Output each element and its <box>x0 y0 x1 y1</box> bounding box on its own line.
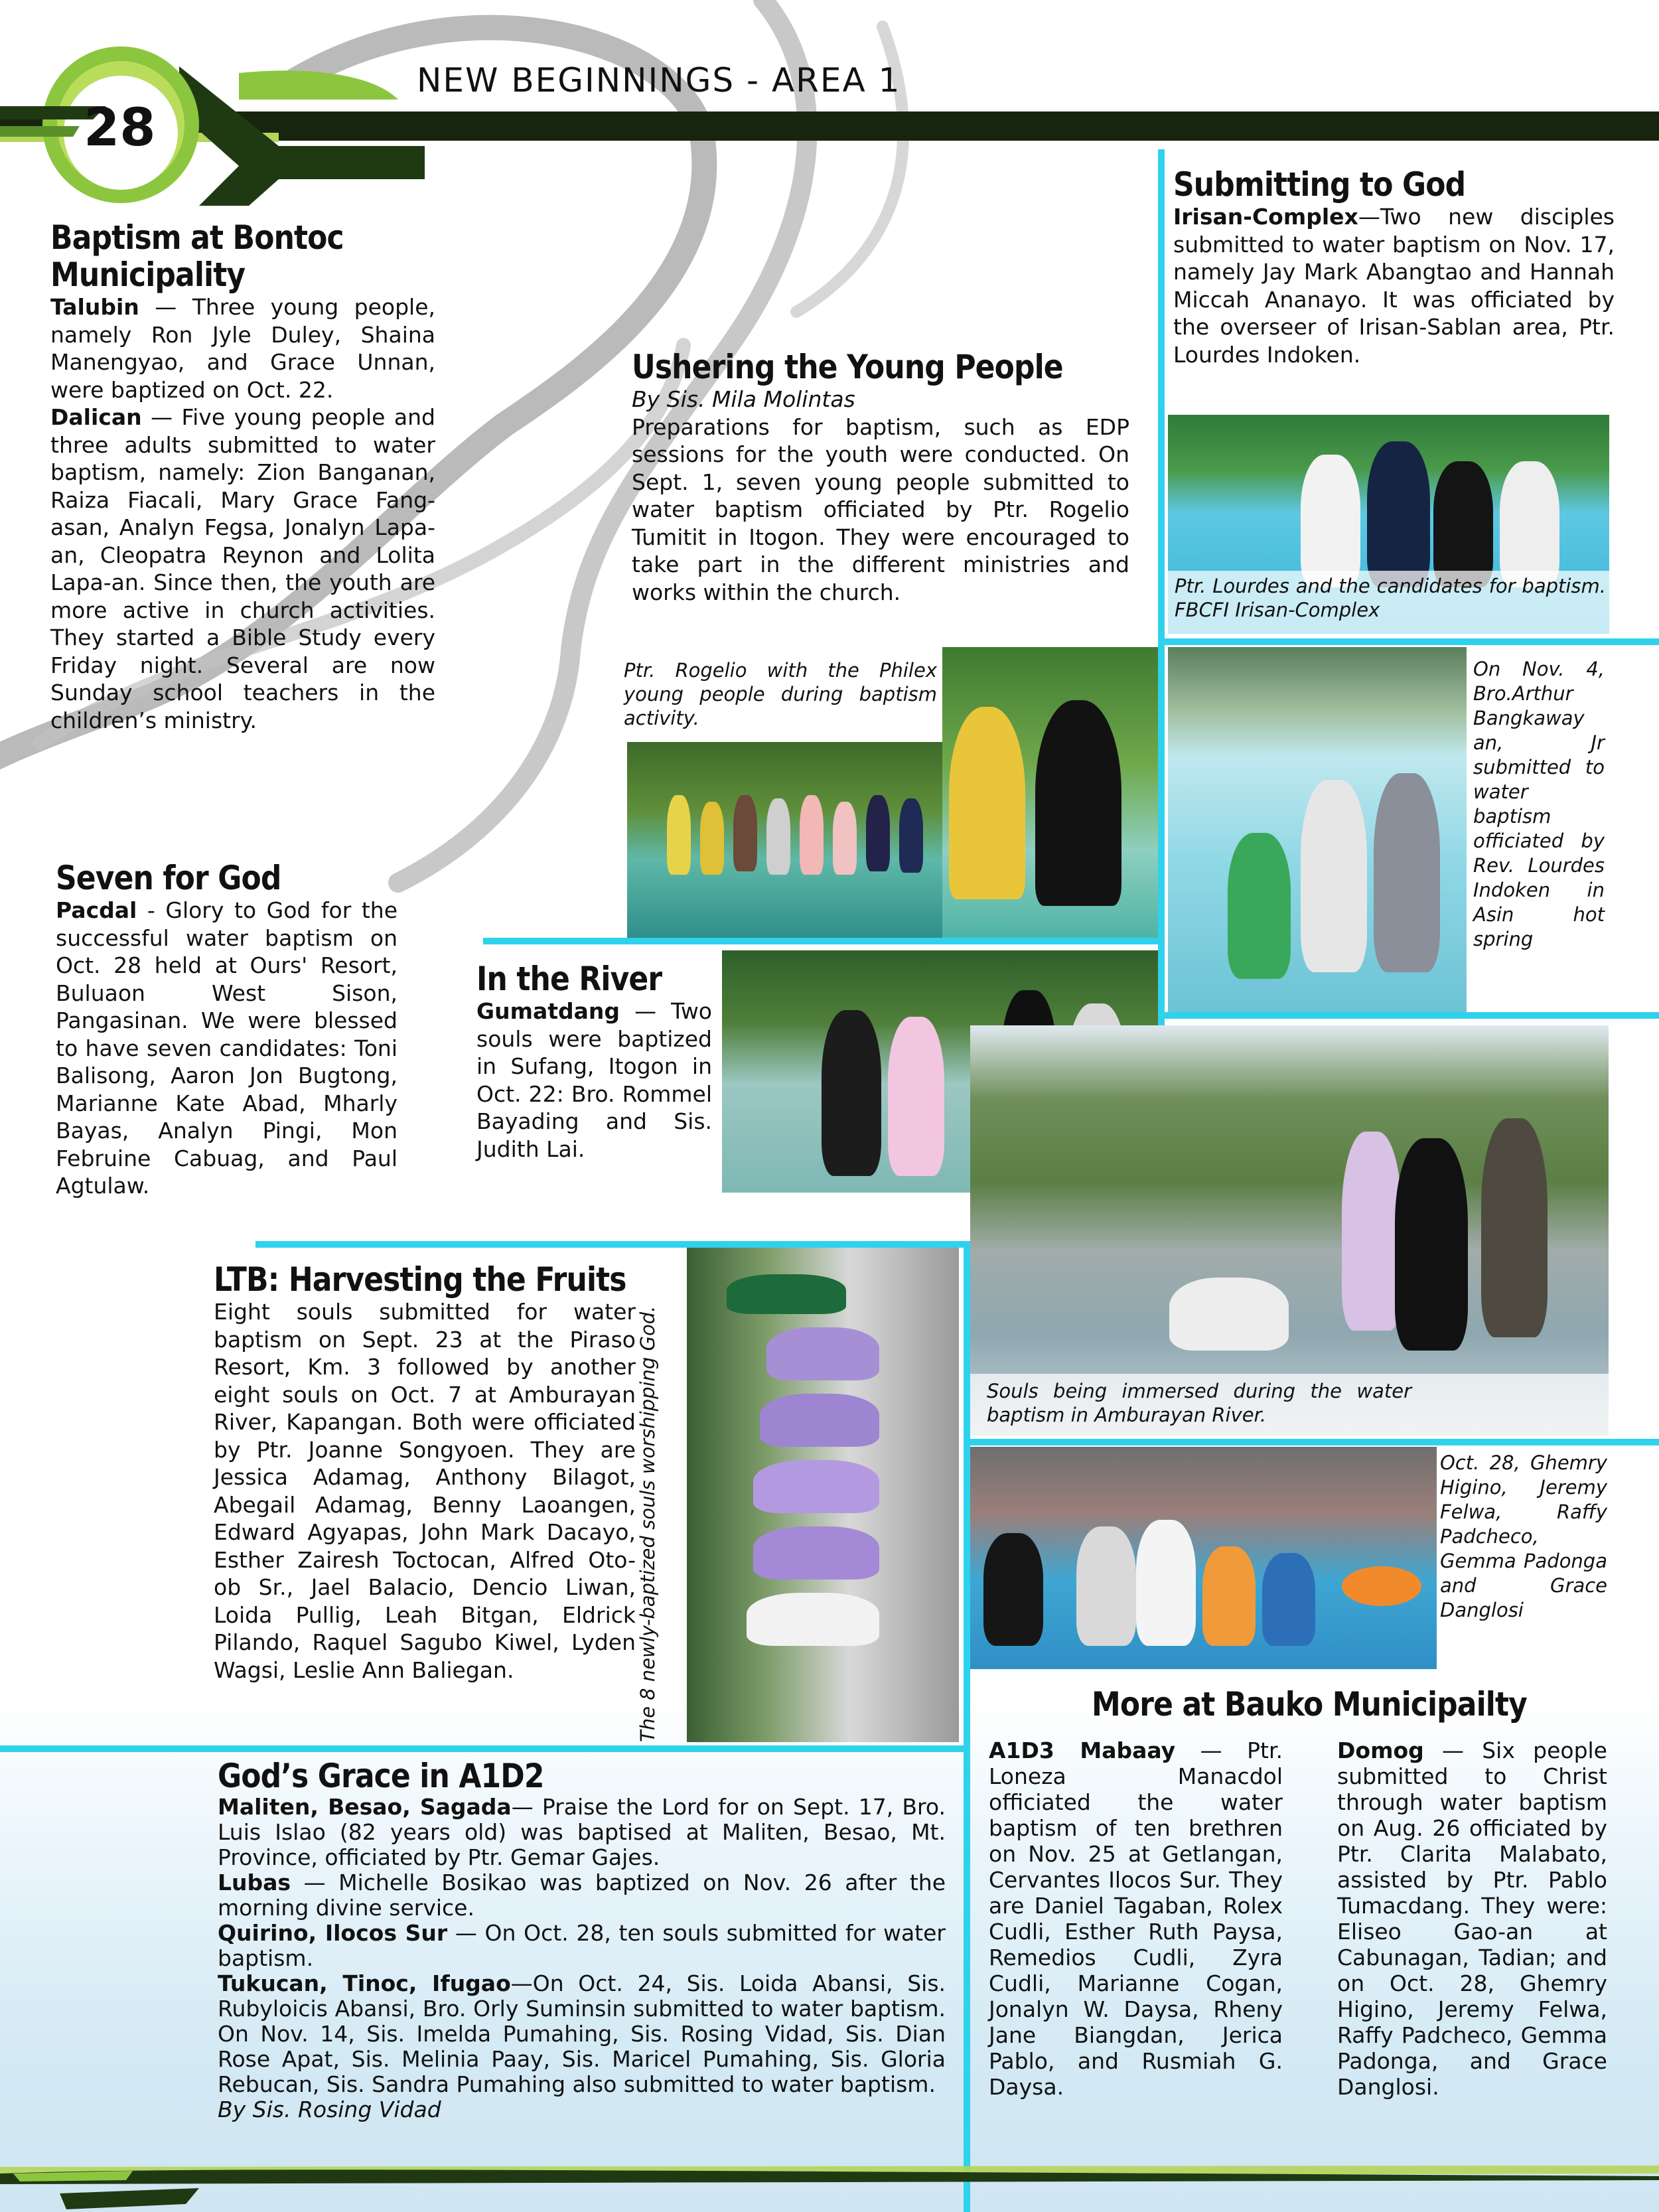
article-baptism-bontoc <box>50 219 435 734</box>
article-paragraph <box>989 1737 1283 2100</box>
article-title: Ushering the Young People <box>632 348 1063 386</box>
caption-text: The 8 newly-baptized souls worshipping God. <box>636 1305 659 1742</box>
bauko-column-2 <box>1337 1737 1607 2100</box>
place-name: Lubas <box>218 1870 291 1895</box>
article-paragraph <box>218 1795 946 1870</box>
photo-caption <box>624 658 937 730</box>
place-name: Dalican <box>50 404 142 430</box>
paragraph-text: — Michelle Bosikao was baptized on Nov. 26 after the morning divine service. <box>218 1870 946 1921</box>
place-name: Irisan-Complex <box>1173 204 1358 230</box>
article-gods-grace <box>218 1757 946 2122</box>
header-logo-emblem <box>0 40 425 206</box>
photo-oct28-pool-group <box>970 1447 1437 1669</box>
divider <box>483 938 1163 944</box>
article-bauko-title <box>1092 1686 1623 1723</box>
article-seven-for-god <box>56 859 397 1200</box>
article-title: LTB: Harvesting the Fruits <box>214 1260 626 1299</box>
caption-text: Oct. 28, Ghemry Higino, Jeremy Felwa, Raffy Padcheco, Gemma Padonga and Grace Danglosi <box>1440 1451 1607 1621</box>
photo-philex-youth-pool <box>627 742 942 938</box>
place-name: Talubin <box>50 294 139 320</box>
photo-rogelio-baptism <box>942 647 1158 938</box>
article-submitting <box>1173 166 1615 368</box>
article-title: Submitting to God <box>1173 165 1466 204</box>
article-paragraph <box>476 997 712 1163</box>
paragraph-text: — Praise the Lord for on Sept. 17, Bro. Luis Islao (82 years old) was baptised at Maliten, Besao, Mt. Province, officiated by Ptr. Gemar Gajes. <box>218 1794 946 1870</box>
article-paragraph <box>1173 203 1615 368</box>
article-paragraph <box>50 404 435 734</box>
divider <box>1165 1012 1659 1019</box>
photo-caption <box>1440 1451 1607 1623</box>
section-title: NEW BEGINNINGS - AREA 1 <box>417 61 901 100</box>
place-name: Pacdal <box>56 897 137 923</box>
photo-amburayan-river <box>970 1025 1609 1436</box>
article-in-the-river <box>476 960 712 1163</box>
bauko-column-1 <box>989 1737 1283 2100</box>
photo-caption: Souls being immersed during the water baptism in Amburayan River. <box>987 1380 1411 1426</box>
caption-text: Ptr. Rogelio with the Philex young people during baptism activity. <box>624 659 937 729</box>
article-paragraph <box>218 1971 946 2097</box>
divider <box>1165 638 1659 645</box>
place-name: Quirino, Ilocos Sur <box>218 1920 448 1946</box>
paragraph-text: - Glory to God for the successful water baptism on Oct. 28 held at Ours' Resort, Buluaon West Sison, Pangasinan. We were blessed to have seven candidates: Toni Balisong, Aaron Jon Bugtong, Marianne Kate Abad, Mharly Bayas, Analyn Pingi, Mon Februine Cabuag, and Paul Agtulaw. <box>56 897 397 1199</box>
paragraph-text: — Ptr. Loneza Manacdol officiated the water baptism of ten brethren on Nov. 25 at Getlangan, Cervantes Ilocos Sur. They are Daniel Tagaban, Rolex Cudli, Esther Ruth Paysa, Remedios Cudli, Zyra Cudli, Marianne Cogan, Jonalyn W. Daysa, Rheny Jane Biangdan, Jerica Pablo, and Rusmiah G. Daysa. <box>989 1737 1283 2100</box>
article-title: More at Bauko Municipailty <box>1092 1685 1527 1724</box>
divider <box>0 1745 964 1752</box>
article-title: God’s Grace in A1D2 <box>218 1757 544 1795</box>
article-ltb <box>214 1261 636 1684</box>
place-name: Gumatdang <box>476 998 620 1024</box>
page-number: 28 <box>84 98 156 158</box>
photo-caption <box>1473 657 1605 952</box>
article-ushering <box>632 348 1129 606</box>
article-paragraph <box>56 897 397 1200</box>
article-paragraph <box>218 1921 946 1971</box>
divider <box>970 1439 1659 1445</box>
paragraph-text: —On Oct. 24, Sis. Loida Abansi, Sis. Rubyloicis Abansi, Bro. Orly Suminsin submitted to water baptism. On Nov. 14, Sis. Imelda Pumahing, Sis. Rosing Vidad, Sis. Dian Rose Apat, Sis. Melinia Paay, Sis. Maricel Pumahing, Sis. Gloria Rebucan, Sis. Sandra Pumahing also submitted to water baptism. <box>218 1970 946 2097</box>
place-name: Domog <box>1337 1737 1424 1763</box>
article-title: In the River <box>476 960 662 998</box>
paragraph-text: — Three young people, namely Ron Jyle Duley, Shaina Manengyao, and Grace Unnan, were baptized on Oct. 22. <box>50 294 435 403</box>
paragraph-text: — Six people submitted to Christ through water baptism on Aug. 26 officiated by Ptr. Clarita Malabato, assisted by Ptr. Pablo Tumacdang. They were: Eliseo Gao-an at Cabunagan, Tadian; and on Oct. 28, Ghemry Higino, Jeremy Felwa, Raffy Padcheco, Gemma Padonga, and Grace Danglosi. <box>1337 1737 1607 2100</box>
caption-text: On Nov. 4, Bro.Arthur Bangkaway an, Jr submitted to water baptism officiated by Rev. Lourdes Indoken in Asin hot spring <box>1473 658 1605 950</box>
photo-asin-hot-spring <box>1168 647 1467 1012</box>
photo-caption: Ptr. Lourdes and the candidates for baptism. FBCFI Irisan-Complex <box>1175 575 1606 621</box>
article-paragraph <box>50 293 435 404</box>
article-title: Baptism at Bontoc Municipality <box>50 218 344 294</box>
article-paragraph <box>218 1870 946 1921</box>
footer-decoration <box>0 2147 1659 2212</box>
vertical-photo-caption <box>636 1251 669 1742</box>
paragraph-text: — On Oct. 28, ten souls submitted for water baptism. <box>218 1920 946 1971</box>
place-name: Maliten, Besao, Sagada <box>218 1794 512 1820</box>
article-paragraph <box>1337 1737 1607 2100</box>
photo-irisan-complex-pool <box>1168 415 1609 634</box>
divider <box>964 1241 970 2212</box>
place-name: A1D3 Mabaay <box>989 1737 1176 1763</box>
article-paragraph: Eight souls submitted for water baptism on Sept. 23 at the Piraso Resort, Km. 3 followed by another eight souls on Oct. 7 at Amburayan River, Kapangan. Both were officiated by Ptr. Joanne Songyoen. They are Jessica Adamag, Anthony Bilagot, Abegail Adamag, Benny Laoangen, Edward Agyapas, John Mark Dacayo, Esther Zairesh Toctocan, Alfred Oto-ob Sr., Jael Balacio, Dencio Liwan, Loida Pullig, Leah Bitgan, Eldrick Pilando, Raquel Sagubo Kiwel, Lyden Wagsi, Leslie Ann Baliegan. <box>214 1299 636 1683</box>
paragraph-text: — Two souls were baptized in Sufang, Itogon in Oct. 22: Bro. Rommel Bayading and Sis. Judith Lai. <box>476 998 712 1162</box>
article-title: Seven for God <box>56 859 281 897</box>
byline: By Sis. Mila Molintas <box>632 386 855 412</box>
photo-ltb-worship <box>687 1248 959 1742</box>
byline: By Sis. Rosing Vidad <box>218 2097 441 2122</box>
paragraph-text: — Five young people and three adults submitted to water baptism, namely: Zion Banganan, Raiza Fiacali, Mary Grace Fang-asan, Analyn Fegsa, Jonalyn Lapa-an, Cleopatra Reynon and Lolita Lapa-an. Since then, the youth are more active in church activities. They started a Bible Study every Friday night. Several are now Sunday school teachers in the children’s ministry. <box>50 404 435 733</box>
paragraph-text: —Two new disciples submitted to water baptism on Nov. 17, namely Jay Mark Abangtao and Hannah Miccah Ananayo. It was officiated by the overseer of Irisan-Sablan area, Ptr. Lourdes Indoken. <box>1173 204 1615 368</box>
article-paragraph: Preparations for baptism, such as EDP sessions for the youth were conducted. On Sept. 1, seven young people submitted to water baptism officiated by Ptr. Rogelio Tumitit in Itogon. They were encouraged to take part in the different ministries and works within the church. <box>632 413 1129 605</box>
place-name: Tukucan, Tinoc, Ifugao <box>218 1970 511 1996</box>
